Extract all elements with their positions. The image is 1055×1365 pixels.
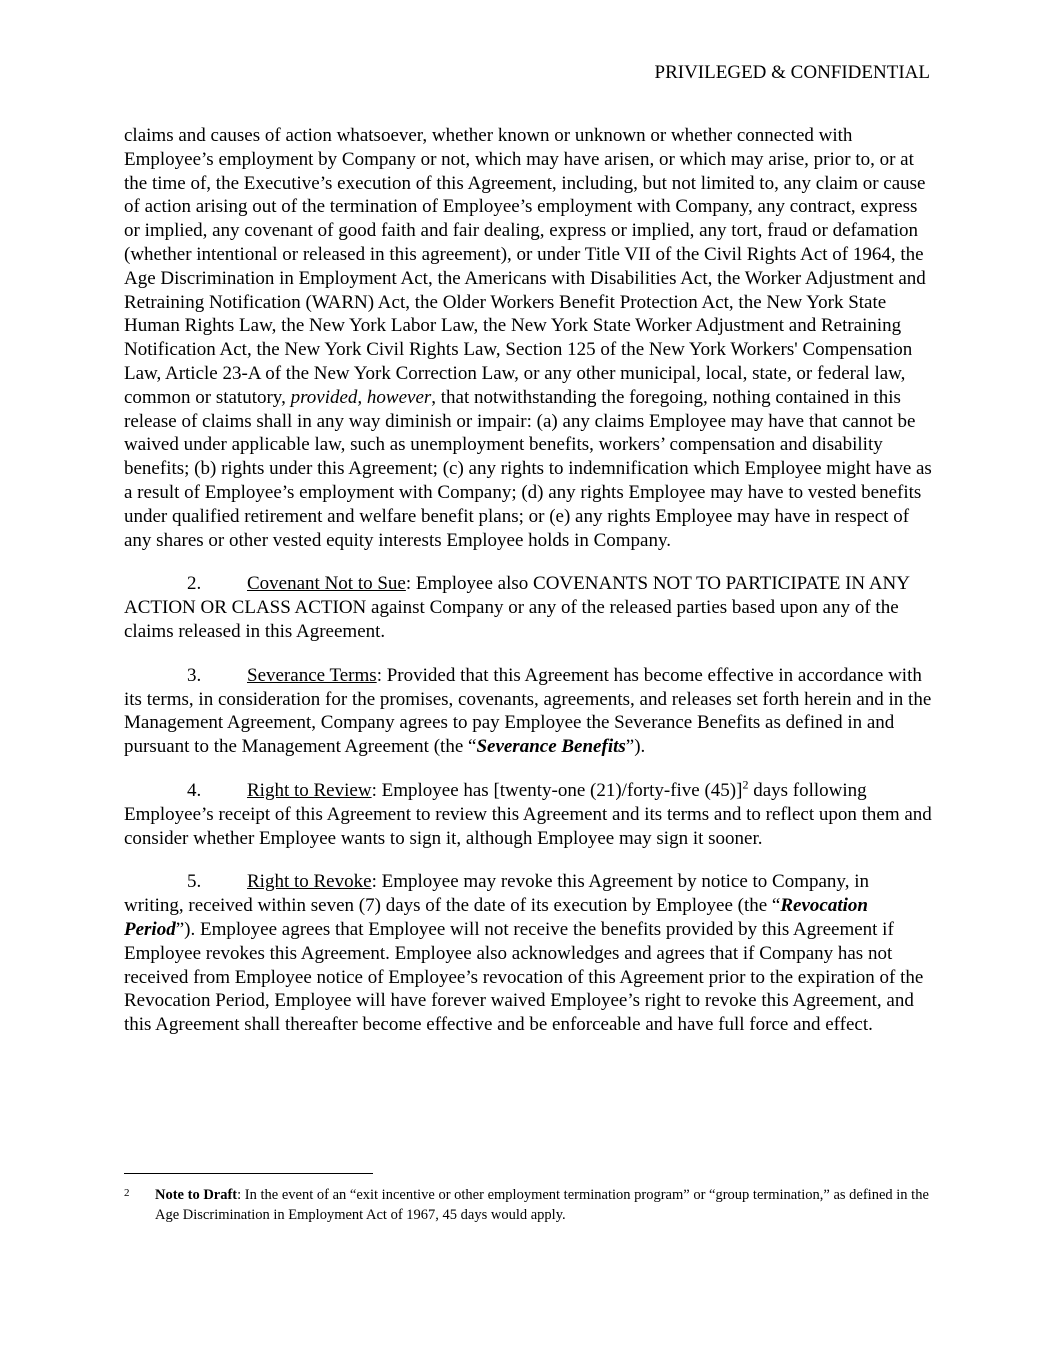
section-number: 3. <box>187 664 202 686</box>
footnote-body: : In the event of an “exit incentive or other employment termination program” or “group termination,” as defined in the Age Discrimination in Employment Act of 1967, 45 days would apply. <box>155 1187 929 1223</box>
footnote-mark: 2 <box>124 1187 130 1199</box>
footnote-divider <box>124 1173 373 1174</box>
release-paragraph <box>124 124 932 552</box>
release-proviso: provided, however <box>290 386 432 408</box>
section-title: Right to Revoke <box>247 871 372 893</box>
section-4-review <box>124 779 932 850</box>
defined-term: Severance Benefits <box>476 736 626 758</box>
section-text-end: ”). Employee agrees that Employee will not receive the benefits provided by this Agreement if Employee revokes this Agreement. Employee also acknowledges and agrees that if Company has not received from Employee notice of Employee’s revocation of this Agreement prior to the expiration of the Revocation Period, Employee will have forever waived Employee’s right to revoke this Agreement, and this Agreement shall thereafter become effective and be enforceable and have full force and effect. <box>124 918 924 1036</box>
confidentiality-header: PRIVILEGED & CONFIDENTIAL <box>654 62 930 83</box>
document-body <box>124 124 932 1057</box>
section-2-covenant <box>124 572 932 643</box>
section-3-severance <box>124 664 932 759</box>
section-text: : Employee has [twenty-one (21)/forty-five (45)] <box>371 779 743 801</box>
section-number: 2. <box>187 573 202 595</box>
section-number: 5. <box>187 871 202 893</box>
section-title: Severance Terms <box>247 664 377 686</box>
footnote <box>124 1185 932 1225</box>
section-text: : Provided that this Agreement has become effective in accordance with its terms, in consideration for the promises, covenants, agreements, and releases set forth herein and in the Management Agreement, Company agrees to pay Employee the Severance Benefits as defined in and pursuant to the Management Agreement (the “ <box>124 664 932 758</box>
section-number: 4. <box>187 779 202 801</box>
section-5-revoke <box>124 870 932 1037</box>
footnote-reference: 2 <box>742 777 749 792</box>
footnote-text <box>155 1185 932 1225</box>
section-text: : Employee also COVENANTS NOT TO PARTICIPATE IN ANY ACTION OR CLASS ACTION against Company or any of the released parties based upon any of the claims released in this Agreement. <box>124 573 910 642</box>
release-text-b: , that notwithstanding the foregoing, nothing contained in this release of claims shall in any way diminish or impair: (a) any claims Employee may have that cannot be waived under applicable law, such as unemployment benefits, workers’ compensation and disability benefits; (b) rights under this Agreement; (c) any rights to indemnification which Employee might have as a result of Employee’s employment with Company; (d) any rights Employee may have to vested benefits under qualified retirement and welfare benefit plans; or (e) any rights Employee may have in respect of any shares or other vested equity interests Employee holds in Company. <box>124 386 932 551</box>
section-text-end: days following Employee’s receipt of this Agreement to review this Agreement and its terms and to reflect upon them and consider whether Employee wants to sign it, although Employee may sign it sooner. <box>124 779 932 849</box>
section-text: : Employee may revoke this Agreement by notice to Company, in writing, received within seven (7) days of the date of its execution by Employee (the “ <box>124 871 869 917</box>
section-title: Covenant Not to Sue <box>247 573 406 595</box>
release-text-a: claims and causes of action whatsoever, whether known or unknown or whether connected with Employee’s employment by Company or not, which may have arisen, or which may arise, prior to, or at the time of, the Executive’s execution of this Agreement, including, but not limited to, any claim or cause of action arising out of the termination of Employee’s employment with Company, any contract, express or implied, any covenant of good faith and fair dealing, express or implied, any tort, fraud or defamation (whether intentional or released in this agreement), or under Title VII of the Civil Rights Act of 1964, the Age Discrimination in Employment Act, the Americans with Disabilities Act, the Worker Adjustment and Retraining Notification (WARN) Act, the Older Workers Benefit Protection Act, the New York State Human Rights Law, the New York Labor Law, the New York State Worker Adjustment and Retraining Notification Act, the New York Civil Rights Law, Section 125 of the New York Workers' Compensation Law, Article 23-A of the New York Correction Law, or any other municipal, local, state, or federal law, common or statutory, <box>124 125 926 408</box>
footnote-label: Note to Draft <box>155 1187 238 1203</box>
defined-term: Revocation Period <box>124 895 868 940</box>
section-text-end: ”). <box>625 736 646 758</box>
section-title: Right to Review <box>247 779 372 801</box>
